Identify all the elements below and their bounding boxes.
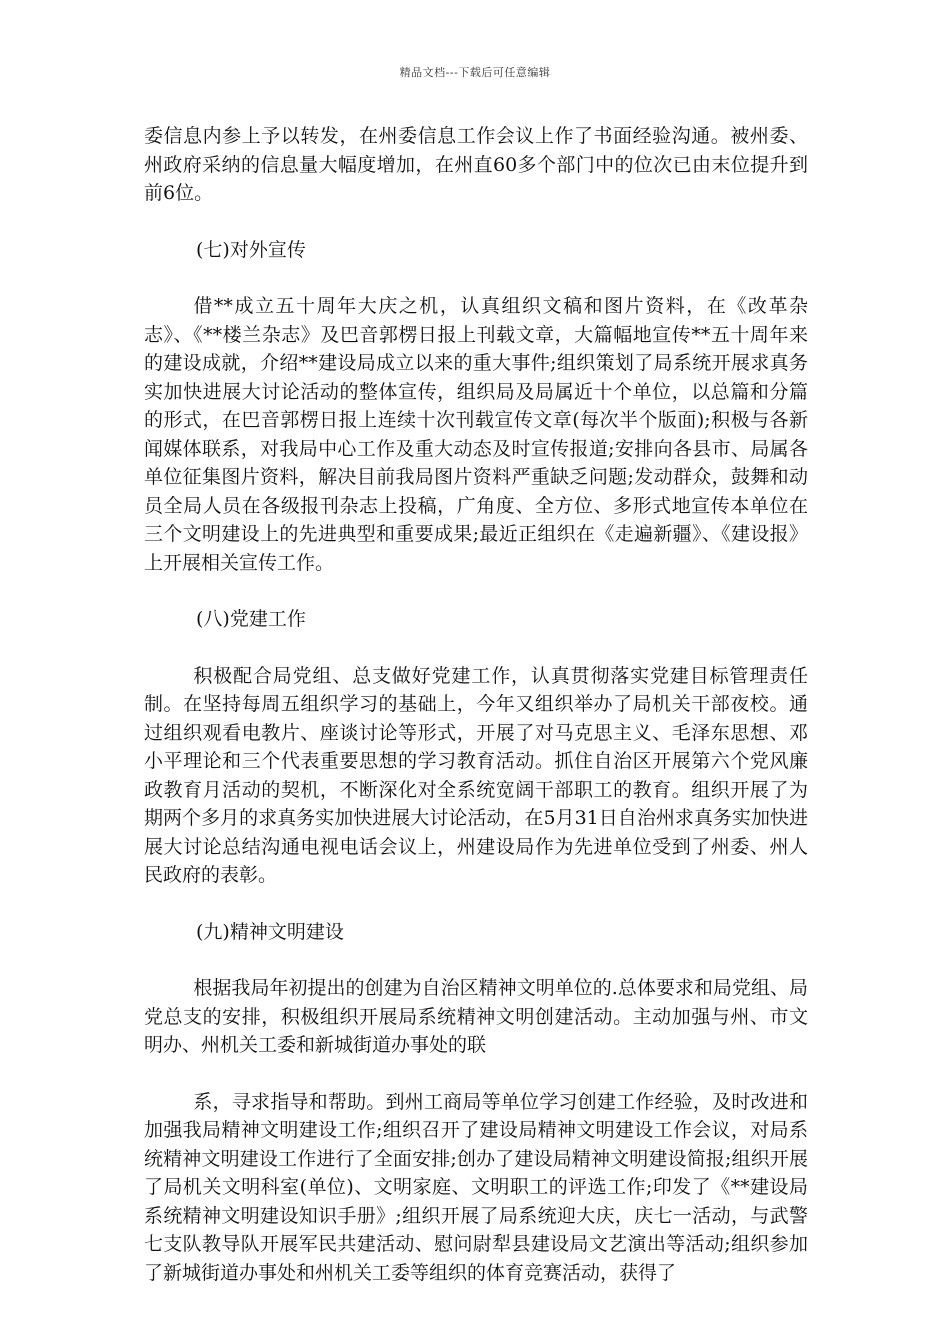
page-header: 精品文档---下载后可任意编辑 xyxy=(399,66,551,79)
document-body xyxy=(144,122,808,1287)
paragraph-info-work: 委信息内参上予以转发，在州委信息工作会议上作了书面经验沟通。被州委、州政府采纳的信息量大幅度增加，在州直60多个部门中的位次已由末位提升到前6位。 xyxy=(144,125,808,204)
paragraph-spiritual-civilization-1: 根据我局年初提出的创建为自治区精神文明单位的.总体要求和局党组、局党总支的安排，积极组织开展局系统精神文明创建活动。主动加强与州、市文明办、州机关工委和新城街道办事处的联 xyxy=(144,977,808,1056)
paragraph-party-building: 积极配合局党组、总支做好党建工作，认真贯彻落实党建目标管理责任制。在坚持每周五组织学习的基础上，今年又组织举办了局机关干部夜校。通过组织观看电教片、座谈讨论等形式，开展了对马克思主义、毛泽东思想、邓小平理论和三个代表重要思想的学习教育活动。抓住自治区开展第六个党风廉政教育月活动的契机，不断深化对全系统宽阔干部职工的教育。组织开展了为期两个多月的求真务实加快进展大讨论活动，在5月31日自治州求真务实加快进展大讨论总结沟通电视电话会议上，州建设局作为先进单位受到了州委、州人民政府的表彰。 xyxy=(144,664,808,886)
section-heading-party-building: (八)党建工作 xyxy=(196,608,306,630)
section-heading-publicity: (七)对外宣传 xyxy=(196,238,306,261)
section-heading-spiritual-civilization: (九)精神文明建设 xyxy=(196,920,344,943)
paragraph-publicity: 借**成立五十周年大庆之机，认真组织文稿和图片资料，在《改革杂志》、《**楼兰杂志》及巴音郭楞日报上刊载文章，大篇幅地宣传**五十周年来的建设成就，介绍**建设局成立以来的重大事件;组织策划了局系统开展求真务实加快进展大讨论活动的整体宣传，组织局及局属近十个单位，以总篇和分篇的形式，在巴音郭楞日报上连续十次刊载宣传文章(每次半个版面);积极与各新闻媒体联系，对我局中心工作及重大动态及时宣传报道;安排向各县市、局属各单位征集图片资料，解决目前我局图片资料严重缺乏问题;发动群众，鼓舞和动员全局人员在各级报刊杂志上投稿，广角度、全方位、多形式地宣传本单位在三个文明建设上的先进典型和重要成果;最近正组织在《走遍新疆》、《建设报》上开展相关宣传工作。 xyxy=(144,295,808,574)
paragraph-spiritual-civilization-2: 系，寻求指导和帮助。到州工商局等单位学习创建工作经验，及时改进和加强我局精神文明建设工作;组织召开了建设局精神文明建设工作会议，对局系统精神文明建设工作进行了全面安排;创办了建设局精神文明建设简报;组织开展了局机关文明科室(单位)、文明家庭、文明职工的评选工作;印发了《**建设局系统精神文明建设知识手册》;组织开展了局系统迎大庆，庆七一活动，与武警七支队教导队开展军民共建活动、慰问尉犁县建设局文艺演出等活动;组织参加了新城街道办事处和州机关工委等组织的体育竞赛活动，获得了 xyxy=(144,1090,808,1284)
